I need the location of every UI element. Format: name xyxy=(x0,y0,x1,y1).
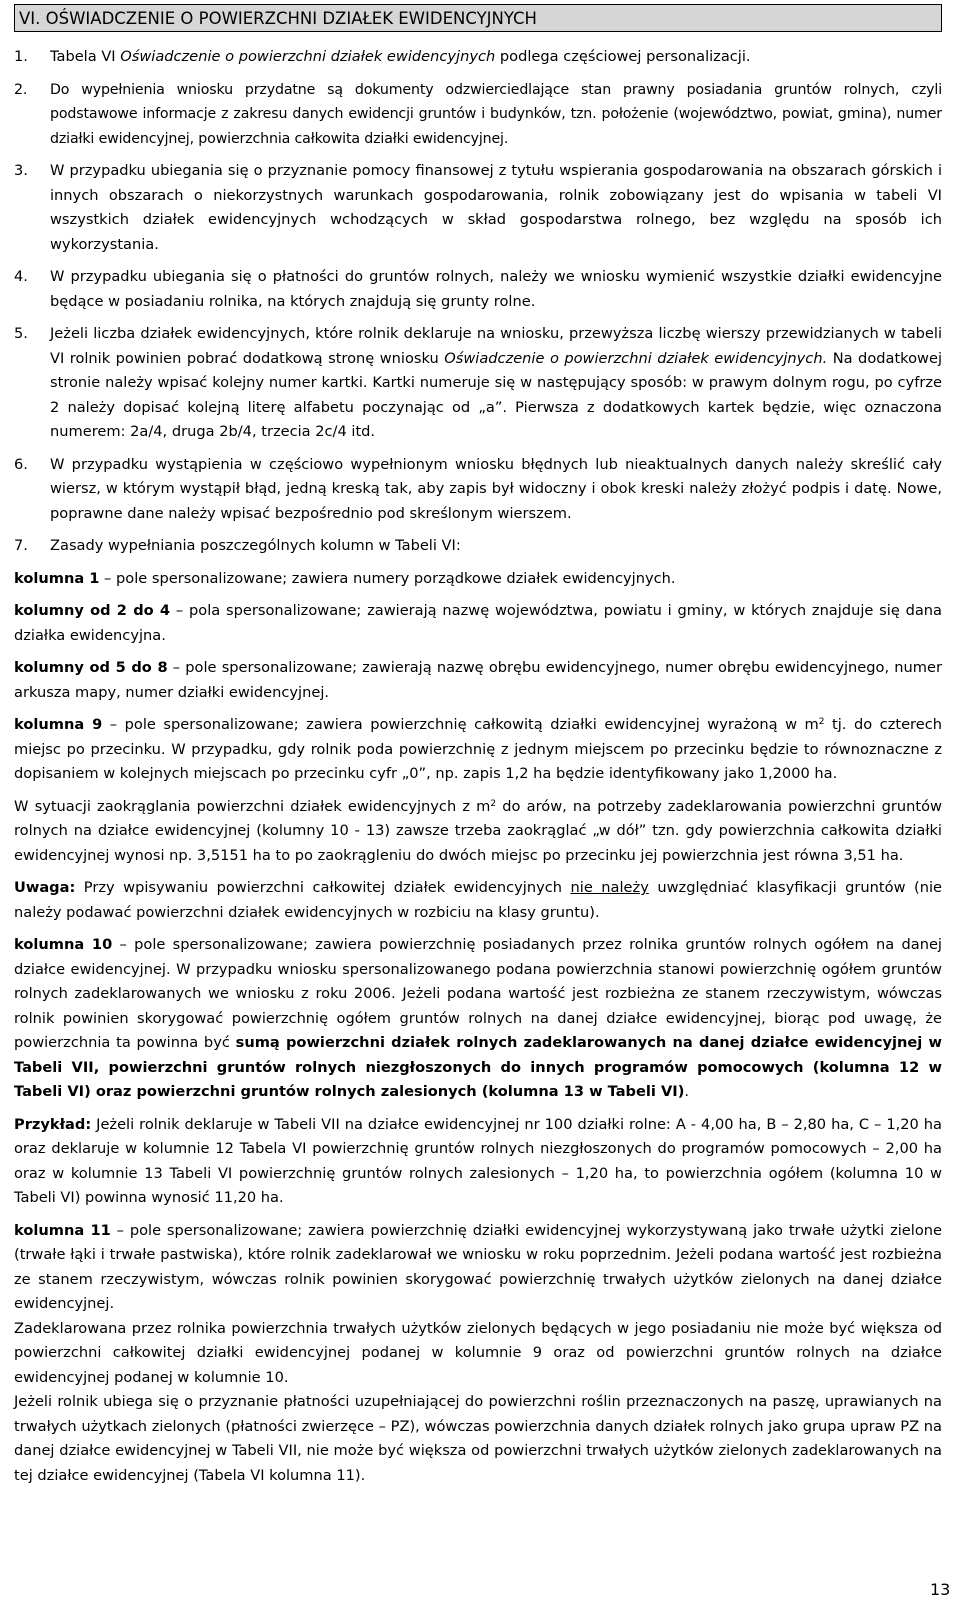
list-item-2 xyxy=(14,78,942,152)
example-label: Przykład: xyxy=(14,1115,92,1133)
column-10-paragraph: kolumna 10 – pole spersonalizowane; zawiera powierzchnię posiadanych przez rolnika gruntów rolnych ogółem na danej działce ewidencyjnej. W przypadku wniosku spersonalizowanego podana powierzchnia stanowi powierzchnię ogółem gruntów rolnych zadeklarowanych we wniosku z roku 2006. Jeżeli podana wartość jest rozbieżna ze stanem rzeczywistym, wówczas rolnik powinien skorygować powierzchnię ogółem gruntów rolnych na danej działce ewidencyjnej, biorąc pod uwagę, że powierzchnia ta powinna być sumą powierzchni działek rolnych zadeklarowanych na danej działce ewidencyjnej w Tabeli VII, powierzchni gruntów rolnych niezgłoszonych do innych programów pomocowych (kolumna 12 w Tabeli VI) oraz powierzchni gruntów rolnych zalesionych (kolumna 13 w Tabeli VI). xyxy=(14,936,942,1100)
column-1-paragraph: kolumna 1 – pole spersonalizowane; zawiera numery porządkowe działek ewidencyjnych. xyxy=(14,569,676,587)
column-label: kolumny od 2 do 4 xyxy=(14,602,171,619)
document-page xyxy=(14,4,942,1488)
list-item-4 xyxy=(14,265,942,314)
item-text: Jeżeli liczba działek ewidencyjnych, które rolnik deklaruje na wniosku, przewyższa liczbę wierszy przewidzianych w tabeli VI rolnik powinien pobrać dodatkową stronę wniosku Oświadczenie o powierzchni działek ewidencyjnych. Na dodatkowej stronie należy wpisać kolejny numer kartki. Kartki numeruje się w następujący sposób: w prawym dolnym rogu, po cyfrze 2 należy dopisać kolejną literę alfabetu poczynając od „a”. Pierwsza z dodatkowych kartek będzie, więc oznaczona numerem: 2a/4, druga 2b/4, trzecia 2c/4 itd. xyxy=(50,325,942,440)
note-label: Uwaga: xyxy=(14,879,76,896)
item-text: Do wypełnienia wniosku przydatne są dokumenty odzwierciedlające stan prawny posiadania gruntów rolnych, czyli podstawowe informacje z zakresu danych ewidencji gruntów i budynków, tzn. położenie (województwo, powiat, gmina), numer działki ewidencyjnej, powierzchnia całkowita działki ewidencyjnej. xyxy=(50,81,942,147)
rounding-paragraph: W sytuacji zaokrąglania powierzchni działek ewidencyjnych z $m^2$ do arów, na potrzeby zadeklarowania powierzchni gruntów rolnych na działce ewidencyjnej (kolumny 10 - 13) zawsze trzeba zaokrąglać „w dół” tzn. gdy powierzchnia całkowita działki ewidencyjnej wynosi np. 3,5151 ha to po zaokrągleniu do dwóch miejsc po przecinku jej powierzchnia jest równa 3,51 ha. xyxy=(14,797,942,864)
column-label: kolumna 11 xyxy=(14,1221,111,1239)
item-text: W przypadku ubiegania się o płatności do gruntów rolnych, należy we wniosku wymienić wszystkie działki ewidencyjne będące w posiadaniu rolnika, na których znajdują się grunty rolne. xyxy=(50,268,942,310)
example-paragraph: Przykład: Jeżeli rolnik deklaruje w Tabeli VII na działce ewidencyjnej nr 100 działki rolne: A - 4,00 ha, B – 2,80 ha, C – 1,20 ha oraz deklaruje w kolumnie 12 Tabela VI powierzchnię gruntów rolnych niezgłoszonych do programów pomocowych – 2,00 ha oraz w kolumnie 13 Tabeli VI powierzchnię gruntów rolnych zalesionych – 1,20 ha, to powierzchnia ogółem (kolumna 10 w Tabeli VI) powinna wynosić 11,20 ha. xyxy=(14,1115,942,1206)
list-item-3 xyxy=(14,159,942,257)
declared-area-paragraph: Zadeklarowana przez rolnika powierzchnia trwałych użytków zielonych będących w jego posiadaniu nie może być większa od powierzchni całkowitej działki ewidencyjnej podanej w kolumnie 9 oraz od powierzchni gruntów rolnych na działce ewidencyjnej podanej w kolumnie 10. xyxy=(14,1319,942,1386)
list-item-5 xyxy=(14,322,942,445)
item-number: 1. xyxy=(14,48,28,65)
item-text: Zasady wypełniania poszczególnych kolumn w Tabeli VI: xyxy=(50,537,461,554)
columns-2-4-paragraph: kolumny od 2 do 4 – pola spersonalizowane; zawierają nazwę województwa, powiatu i gminy, w których znajduje się dana działka ewidencyjna. xyxy=(14,602,943,644)
item-number: 3. xyxy=(14,162,28,179)
item-number: 7. xyxy=(14,537,28,554)
column-label: kolumna 9 xyxy=(14,716,103,733)
item-number: 4. xyxy=(14,268,28,285)
column-9-paragraph: kolumna 9 – pole spersonalizowane; zawiera powierzchnię całkowitą działki ewidencyjnej wyrażoną w $m^2$ tj. do czterech miejsc po przecinku. W przypadku, gdy rolnik poda powierzchnię z jednym miejscem po przecinku będzie to równoznaczne z dopisaniem w kolejnych miejscach po przecinku cyfr „0”, np. zapis 1,2 ha będzie identyfikowany jako 1,2000 ha. xyxy=(14,716,942,782)
list-item-1 xyxy=(14,45,942,70)
item-text: W przypadku wystąpienia w częściowo wypełnionym wniosku błędnych lub nieaktualnych danych należy skreślić cały wiersz, w którym wystąpił błąd, jedną kreską tak, aby zapis był widoczny i obok kreski należy złożyć podpis i datę. Nowe, poprawne dane należy wpisać bezpośrednio pod skreślonym wierszem. xyxy=(50,455,942,522)
column-label: kolumna 1 xyxy=(14,569,100,587)
column-label: kolumny od 5 do 8 xyxy=(14,659,168,676)
supplementary-payment-paragraph: Jeżeli rolnik ubiega się o przyznanie płatności uzupełniającej do powierzchni roślin przeznaczonych na paszę, uprawianych na trwałych użytkach zielonych (płatności zwierzęce – PZ), wówczas powierzchnia danych działek rolnych jako grupa upraw PZ na danej działce ewidencyjnej w Tabeli VII, nie może być większa od powierzchni trwałych użytków zielonych zadeklarowanych na tej działce ewidencyjnej (Tabela VI kolumna 11). xyxy=(14,1393,942,1484)
item-number: 2. xyxy=(14,81,28,98)
section-heading: VI. OŚWIADCZENIE O POWIERZCHNI DZIAŁEK EWIDENCYJNYCH xyxy=(14,4,942,32)
item-text: W przypadku ubiegania się o przyznanie pomocy finansowej z tytułu wspierania gospodarowania na obszarach górskich i innych obszarach o niekorzystnych warunkach gospodarowania, rolnik zobowiązany jest do wpisania w tabeli VI wszystkich działek ewidencyjnych wchodzących w skład gospodarstwa rolnego, bez względu na sposób ich wykorzystania. xyxy=(50,162,942,253)
note-paragraph: Uwaga: Przy wpisywaniu powierzchni całkowitej działek ewidencyjnych nie należy uwzględniać klasyfikacji gruntów (nie należy podawać powierzchni działek ewidencyjnych w rozbiciu na klasy gruntu). xyxy=(14,879,942,921)
column-11-paragraph: kolumna 11 – pole spersonalizowane; zawiera powierzchnię działki ewidencyjnej wykorzystywaną jako trwałe użytki zielone (trwałe łąki i trwałe pastwiska), które rolnik zadeklarował we wniosku w roku poprzednim. Jeżeli podana wartość jest rozbieżna ze stanem rzeczywistym, wówczas rolnik powinien skorygować powierzchnię trwałych użytków zielonych na danej działce ewidencyjnej. xyxy=(14,1221,942,1312)
list-item-6 xyxy=(14,453,942,527)
item-number: 5. xyxy=(14,325,28,342)
page-number: 13 xyxy=(930,1580,951,1599)
item-number: 6. xyxy=(14,455,28,473)
column-label: kolumna 10 xyxy=(14,936,113,953)
columns-5-8-paragraph: kolumny od 5 do 8 – pole spersonalizowane; zawierają nazwę obrębu ewidencyjnego, numer obrębu ewidencyjnego, numer arkusza mapy, numer działki ewidencyjnej. xyxy=(14,659,942,701)
item-text: Tabela VI Oświadczenie o powierzchni działek ewidencyjnych podlega częściowej personalizacji. xyxy=(50,48,751,65)
list-item-7 xyxy=(14,534,942,559)
